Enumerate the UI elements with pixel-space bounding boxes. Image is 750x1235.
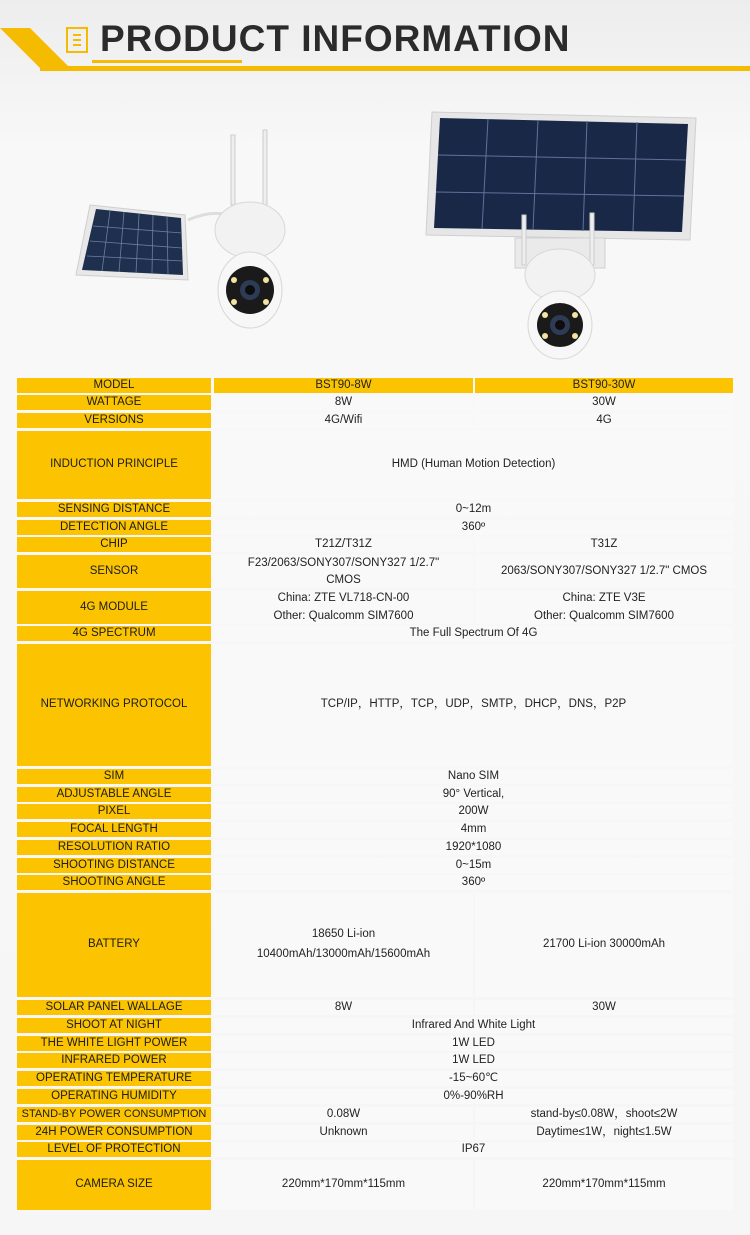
spec-label: SIM (17, 769, 211, 784)
spec-value-bst90-8w (214, 591, 473, 624)
spec-value-shared: 360º (214, 520, 733, 535)
spec-value-bst90-8w: 8W (214, 1000, 473, 1015)
spec-value-line: Other: Qualcomm SIM7600 (534, 609, 674, 622)
spec-value-shared: 1W LED (214, 1053, 733, 1068)
spec-label: WATTAGE (17, 395, 211, 410)
spec-row-chip (0, 537, 750, 552)
spec-value-shared: HMD (Human Motion Detection) (214, 431, 733, 499)
spec-label: CAMERA SIZE (17, 1160, 211, 1210)
spec-label: SENSING DISTANCE (17, 502, 211, 517)
spec-value-line: Other: Qualcomm SIM7600 (273, 609, 414, 622)
spec-value-shared: 4mm (214, 822, 733, 837)
spec-value-bst90-30w: 21700 Li-ion 30000mAh (475, 893, 733, 997)
spec-row-induction-principle (0, 431, 750, 499)
spec-label: BATTERY (17, 893, 211, 997)
spec-row-model (0, 378, 750, 393)
spec-value-shared: IP67 (214, 1142, 733, 1157)
spec-value-bst90-8w (214, 893, 473, 997)
spec-value-shared: Infrared And White Light (214, 1018, 733, 1033)
spec-row-versions (0, 413, 750, 428)
spec-value-bst90-8w: T21Z/T31Z (214, 537, 473, 552)
spec-row-wattage (0, 395, 750, 410)
spec-value-shared: 1W LED (214, 1036, 733, 1051)
spec-label: 4G SPECTRUM (17, 626, 211, 641)
spec-value-shared: 0~12m (214, 502, 733, 517)
spec-label: THE WHITE LIGHT POWER (17, 1036, 211, 1051)
spec-label: 4G MODULE (17, 591, 211, 624)
spec-value-shared: Nano SIM (214, 769, 733, 784)
spec-row-focal-length (0, 822, 750, 837)
spec-row-solar-panel-wattage (0, 1000, 750, 1015)
spec-label: SENSOR (17, 555, 211, 588)
spec-row-standby-power (0, 1107, 750, 1122)
product-image-bst90-8w (60, 120, 310, 330)
spec-value-line: 18650 Li-ion (311, 928, 376, 941)
spec-label: SHOOT AT NIGHT (17, 1018, 211, 1033)
page-title: PRODUCT INFORMATION (100, 18, 571, 59)
spec-value-shared: 200W (214, 804, 733, 819)
spec-value-shared: 360º (214, 875, 733, 890)
spec-row-networking-protocol (0, 644, 750, 766)
spec-value-shared: 90° Vertical, (214, 787, 733, 802)
spec-row-sim (0, 769, 750, 784)
spec-value-bst90-30w: stand-by≤0.08W，shoot≤2W (475, 1107, 733, 1122)
spec-value-bst90-8w: F23/2063/SONY307/SONY327 1/2.7" CMOS (214, 555, 473, 588)
spec-value-bst90-30w: 220mm*170mm*115mm (475, 1160, 733, 1210)
spec-row-resolution-ratio (0, 840, 750, 855)
spec-row-white-light-power (0, 1036, 750, 1051)
spec-value-shared: -15~60℃ (214, 1071, 733, 1086)
spec-label: CHIP (17, 537, 211, 552)
spec-value-shared: The Full Spectrum Of 4G (214, 626, 733, 641)
spec-label: SHOOTING ANGLE (17, 875, 211, 890)
spec-label: PIXEL (17, 804, 211, 819)
document-icon (66, 27, 88, 53)
spec-row-shooting-distance (0, 858, 750, 873)
spec-value-bst90-8w: 220mm*170mm*115mm (214, 1160, 473, 1210)
spec-label: INDUCTION PRINCIPLE (17, 431, 211, 499)
spec-label: STAND-BY POWER CONSUMPTION (17, 1107, 211, 1122)
spec-value-line: China: ZTE VL718-CN-00 (277, 591, 410, 604)
spec-value-bst90-8w: 8W (214, 395, 473, 410)
spec-row-24h-power (0, 1125, 750, 1140)
spec-value-bst90-30w: 30W (475, 1000, 733, 1015)
spec-value-bst90-30w: 30W (475, 395, 733, 410)
spec-value-bst90-30w: 4G (475, 413, 733, 428)
spec-value-line: 10400mAh/13000mAh/15600mAh (256, 948, 431, 960)
spec-row-sensing-distance (0, 502, 750, 517)
spec-label: LEVEL OF PROTECTION (17, 1142, 211, 1157)
spec-label: RESOLUTION RATIO (17, 840, 211, 855)
spec-label: NETWORKING PROTOCOL (17, 644, 211, 766)
spec-row-camera-size (0, 1160, 750, 1210)
spec-value-line: China: ZTE V3E (562, 591, 646, 604)
spec-row-4g-spectrum (0, 626, 750, 641)
spec-row-shoot-at-night (0, 1018, 750, 1033)
spec-value-bst90-8w: BST90-8W (214, 378, 473, 393)
spec-row-operating-humidity (0, 1089, 750, 1104)
spec-value-bst90-30w: Daytime≤1W，night≤1.5W (475, 1125, 733, 1140)
spec-row-detection-angle (0, 520, 750, 535)
spec-label: SOLAR PANEL WALLAGE (17, 1000, 211, 1015)
spec-row-shooting-angle (0, 875, 750, 890)
spec-label: VERSIONS (17, 413, 211, 428)
spec-value-bst90-30w: BST90-30W (475, 378, 733, 393)
spec-label: OPERATING TEMPERATURE (17, 1071, 211, 1086)
spec-label: 24H POWER CONSUMPTION (17, 1125, 211, 1140)
spec-label: MODEL (17, 378, 211, 393)
spec-row-4g-module (0, 591, 750, 624)
spec-row-battery (0, 893, 750, 997)
spec-row-protection-level (0, 1142, 750, 1157)
spec-row-sensor (0, 555, 750, 588)
spec-value-bst90-8w: 4G/Wifi (214, 413, 473, 428)
spec-value-shared: TCP/IP，HTTP，TCP，UDP，SMTP，DHCP，DNS，P2P (214, 644, 733, 766)
product-image-bst90-30w (420, 110, 720, 360)
spec-value-bst90-30w: T31Z (475, 537, 733, 552)
spec-value-shared: 1920*1080 (214, 840, 733, 855)
spec-row-adjustable-angle (0, 787, 750, 802)
spec-label: ADJUSTABLE ANGLE (17, 787, 211, 802)
spec-value-bst90-30w: 2063/SONY307/SONY327 1/2.7" CMOS (475, 555, 733, 588)
spec-label: INFRARED POWER (17, 1053, 211, 1068)
spec-label: SHOOTING DISTANCE (17, 858, 211, 873)
spec-value-shared: 0~15m (214, 858, 733, 873)
spec-value-bst90-8w: 0.08W (214, 1107, 473, 1122)
spec-row-infrared-power (0, 1053, 750, 1068)
spec-value-shared: 0%-90%RH (214, 1089, 733, 1104)
spec-row-operating-temperature (0, 1071, 750, 1086)
spec-label: OPERATING HUMIDITY (17, 1089, 211, 1104)
spec-row-pixel (0, 804, 750, 819)
spec-value-bst90-8w: Unknown (214, 1125, 473, 1140)
spec-label: FOCAL LENGTH (17, 822, 211, 837)
page-header (0, 0, 750, 80)
spec-value-bst90-30w (475, 591, 733, 624)
spec-label: DETECTION ANGLE (17, 520, 211, 535)
